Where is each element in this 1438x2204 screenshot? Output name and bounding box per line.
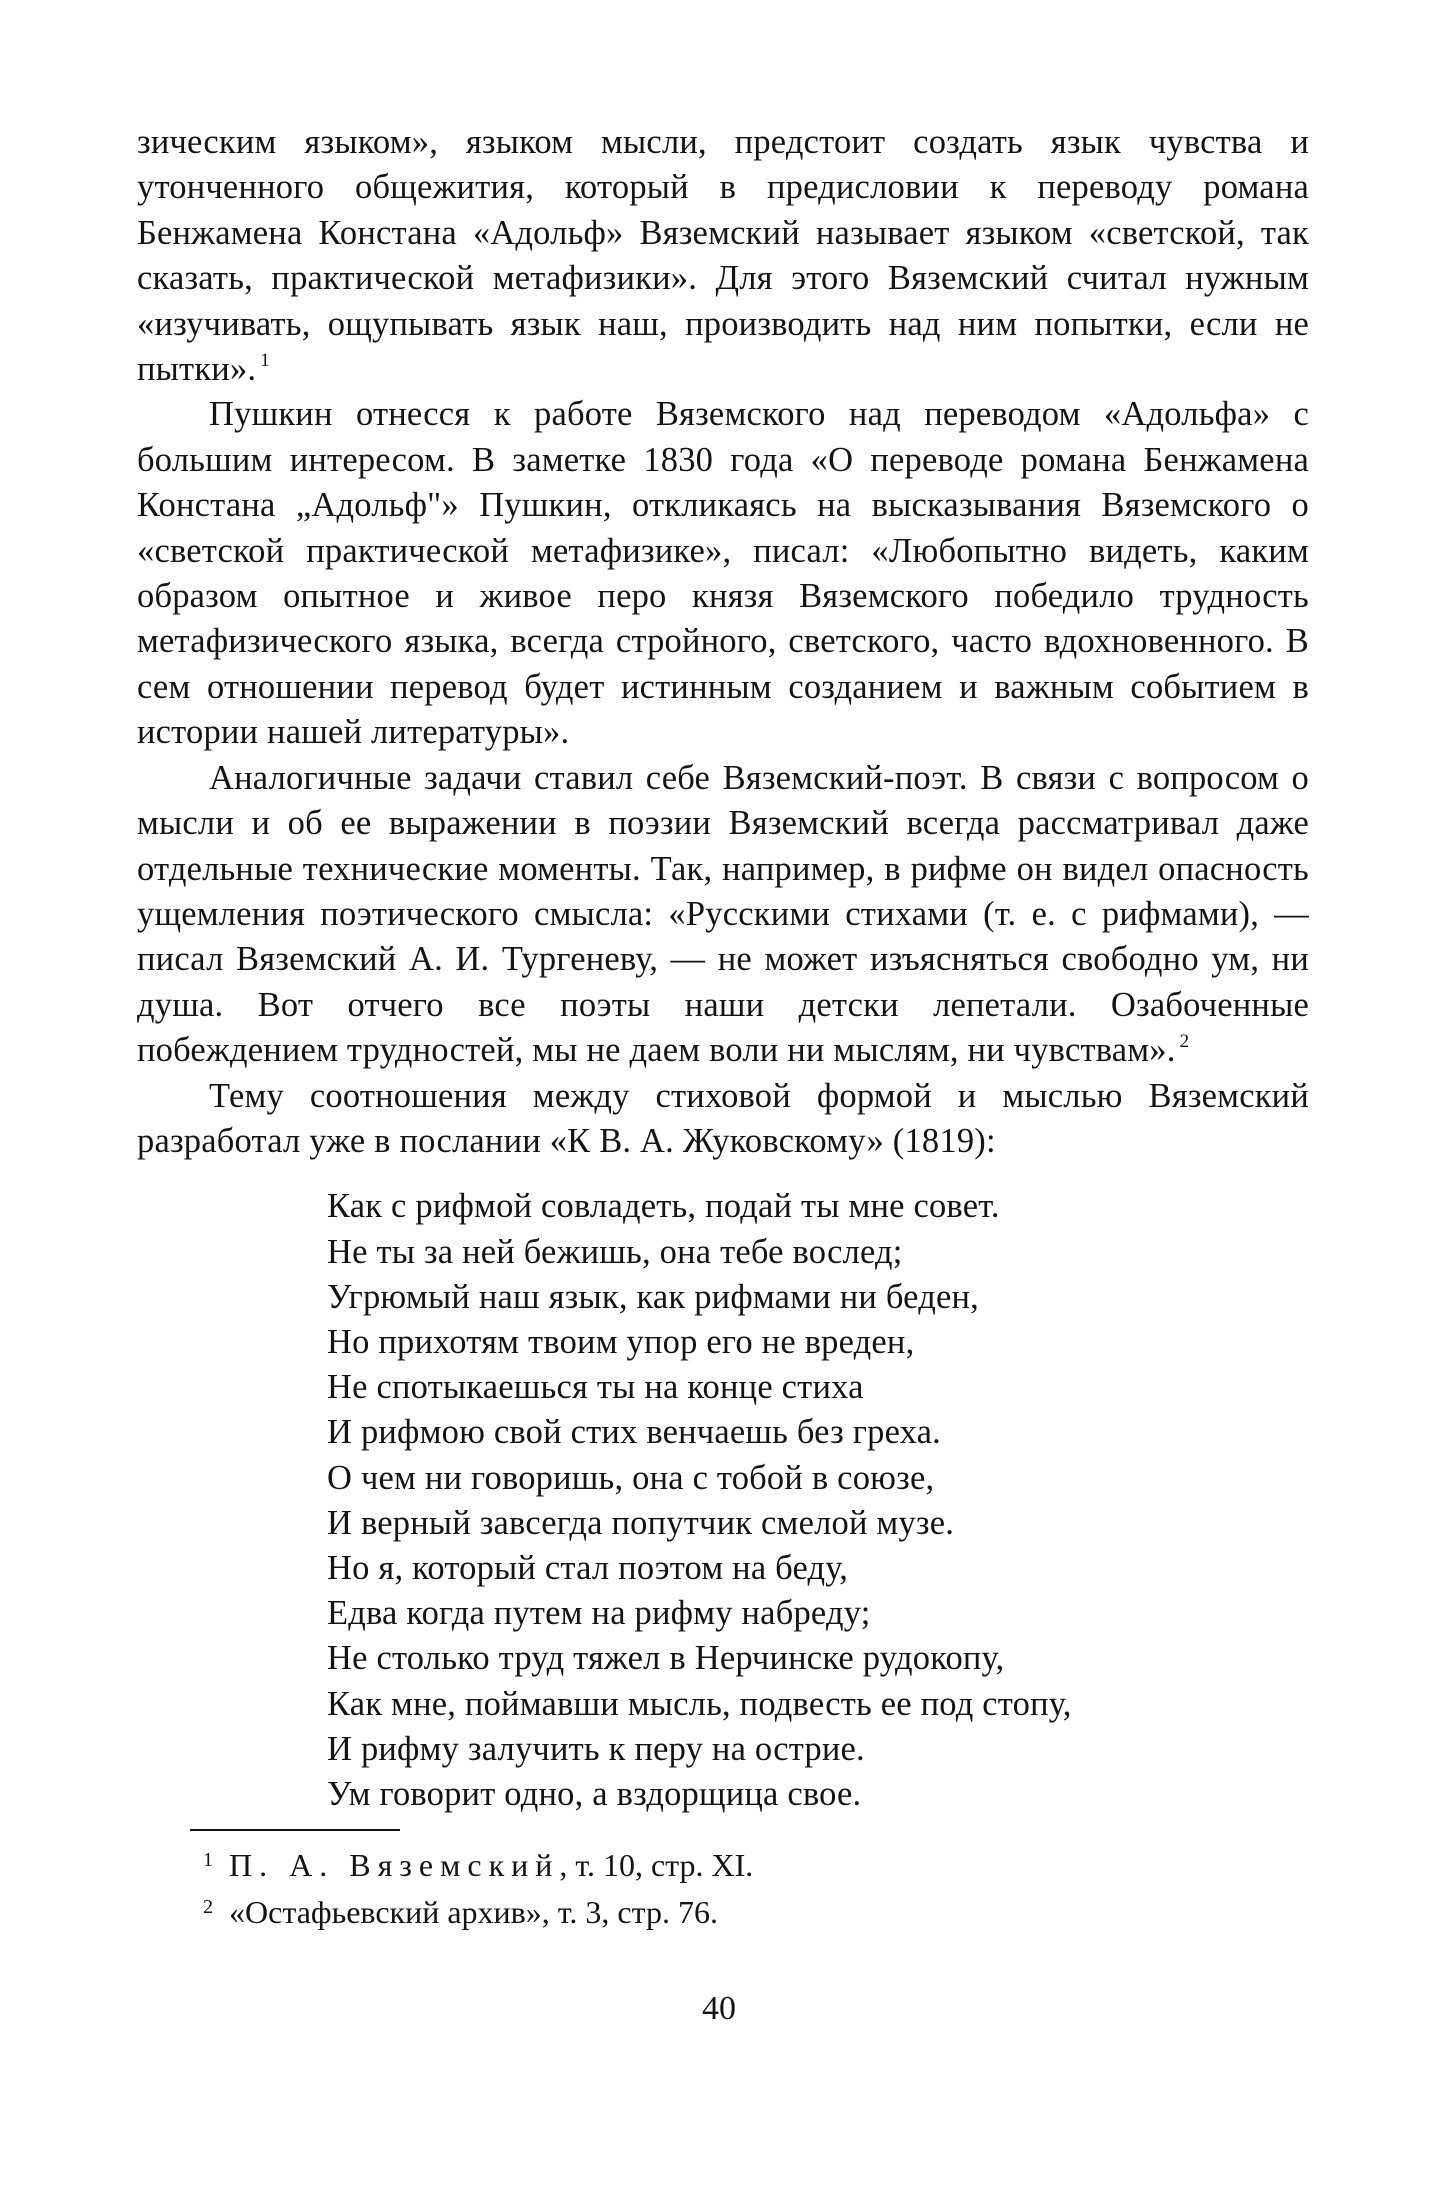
footnote-2 [203,1886,1309,1933]
verse-line: Угрюмый наш язык, как рифмами ни беден, [327,1277,979,1316]
poem-quote [327,1184,1309,1817]
footnote-text: , т. 10, стр. XI. [559,1847,754,1884]
paragraph-2-text: Пушкин отнесся к работе Вяземского над переводом «Адольфа» с большим интересом. В заметке 1830 года «О переводе романа Бенжамена Констана „Адольф"» Пушкин, откликаясь на высказывания Вяземского о «светской практической метафизике», писал: «Любопытно видеть, каким образом опытное и живое перо князя Вяземского победило трудность метафизического языка, всегда стройного, светского, часто вдохновенного. В сем отношении перевод будет истинным созданием и важным событием в истории нашей литературы». [137,395,1309,752]
verse-line: Едва когда путем на рифму набреду; [327,1594,871,1633]
verse-line: И верный завсегда попутчик смелой музе. [327,1503,955,1542]
verse-line: Как с рифмой совладеть, подай ты мне совет. [327,1187,1000,1226]
footnote-mark: 1 [203,1849,213,1872]
footnotes [203,1839,1309,1933]
paragraph-4-text: Тему соотношения между стиховой формой и мыслью Вяземский разработал уже в послании «К В. А. Жуковскому» (1819): [137,1076,1309,1160]
verse-line: Как мне, поймавши мысль, подвесть ее под стопу, [327,1684,1072,1723]
verse-line: Не столько труд тяжел в Нерчинске рудокопу, [327,1639,1005,1678]
verse-line: Но прихотям твоим упор его не вреден, [327,1322,915,1361]
verse-line: Не ты за ней бежишь, она тебе вослед; [327,1232,903,1271]
footnote-mark: 2 [203,1896,213,1919]
paragraph-1-text: зическим языком», языком мысли, предстоит создать язык чувства и утонченного общежития, который в предисловии к переводу романа Бенжамена Констана «Адольф» Вяземский называет языком «светской, так сказать, практической метафизики». Для этого Вяземский считал нужным «изучивать, ощупывать язык наш, производить над ним попытки, если не пытки». [137,123,1309,389]
paragraph-3 [137,756,1309,1074]
footnote-text: «Остафьевский архив», т. 3, стр. 76. [229,1894,718,1931]
verse-line: Но я, который стал поэтом на беду, [327,1548,849,1587]
page-body [137,120,1309,1933]
paragraph-1 [137,120,1309,392]
footnote-ref-1[interactable]: 1 [260,350,270,372]
verse-line: Ум говорит одно, а вздорщица свое. [327,1774,862,1813]
verse-line: И рифмою свой стих венчаешь без греха. [327,1413,941,1452]
paragraph-4 [137,1074,1309,1165]
paragraph-2 [137,392,1309,755]
footnote-ref-2[interactable]: 2 [1179,1031,1190,1053]
footnote-divider [190,1829,400,1831]
verse-line: О чем ни говоришь, она с тобой в союзе, [327,1458,935,1497]
footnote-1 [203,1839,1309,1886]
paragraph-3-text: Аналогичные задачи ставил себе Вяземский-поэт. В связи с вопросом о мысли и об ее выражении в поэзии Вяземский всегда рассматривал даже отдельные технические моменты. Так, например, в рифме он видел опасность ущемления поэтического смысла: «Русскими стихами (т. е. с рифмами), — писал Вяземский А. И. Тургеневу, — не может изъясняться свободно ум, ни душа. Вот отчего все поэты наши детски лепетали. Озабоченные побеждением трудностей, мы не даем воли ни мыслям, ни чувствам». [137,758,1309,1070]
footnote-author: П. А. Вяземский [229,1847,560,1884]
verse-line: Не спотыкаешься ты на конце стиха [327,1368,864,1407]
verse-line: И рифму залучить к перу на острие. [327,1729,865,1768]
page-number: 40 [702,1990,736,2027]
